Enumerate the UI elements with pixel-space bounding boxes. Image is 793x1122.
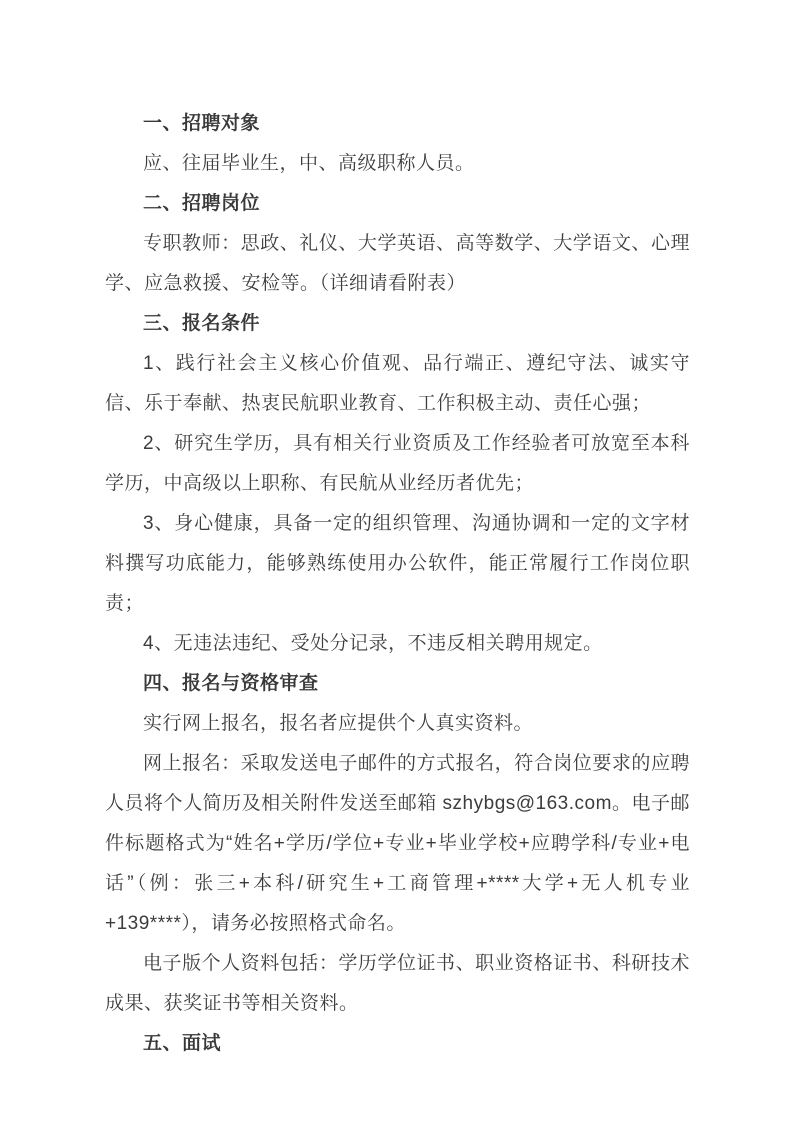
paragraph-recruitment-targets: 应、往届毕业生，中、高级职称人员。 bbox=[143, 153, 475, 174]
section-heading-registration-review: 四、报名与资格审查 bbox=[143, 673, 319, 694]
paragraph-recruitment-positions: 专职教师：思政、礼仪、大学英语、高等数学、大学语文、心理学、应急救援、安检等。（详细请看附表） bbox=[105, 233, 690, 294]
paragraph-email-application-instructions: 网上报名：采取发送电子邮件的方式报名，符合岗位要求的应聘人员将个人简历及相关附件发送至邮箱 szhybgs@163.com。电子邮件标题格式为“姓名+学历/学位+专业+毕业学校+应聘学科/专业+电话”（例：张三+本科/研究生+工商管理+****大学+无人机专业+139****），请务必按照格式命名。 bbox=[105, 753, 690, 934]
paragraph-condition-4: 4、无违法违纪、受处分记录，不违反相关聘用规定。 bbox=[143, 633, 603, 654]
paragraph-electronic-materials: 电子版个人资料包括：学历学位证书、职业资格证书、科研技术成果、获奖证书等相关资料。 bbox=[105, 953, 690, 1014]
paragraph-condition-3: 3、身心健康，具备一定的组织管理、沟通协调和一定的文字材料撰写功底能力，能够熟练使用办公软件，能正常履行工作岗位职责； bbox=[105, 513, 690, 614]
paragraph-condition-2: 2、研究生学历，具有相关行业资质及工作经验者可放宽至本科学历，中高级以上职称、有民航从业经历者优先； bbox=[105, 433, 690, 494]
section-heading-interview: 五、面试 bbox=[143, 1033, 222, 1054]
paragraph-online-registration-notice: 实行网上报名，报名者应提供个人真实资料。 bbox=[143, 713, 534, 734]
section-heading-application-conditions: 三、报名条件 bbox=[143, 313, 261, 334]
section-heading-recruitment-targets: 一、招聘对象 bbox=[143, 113, 261, 134]
paragraph-condition-1: 1、践行社会主义核心价值观、品行端正、遵纪守法、诚实守信、乐于奉献、热衷民航职业教育、工作积极主动、责任心强； bbox=[105, 353, 690, 414]
section-heading-recruitment-positions: 二、招聘岗位 bbox=[143, 193, 261, 214]
